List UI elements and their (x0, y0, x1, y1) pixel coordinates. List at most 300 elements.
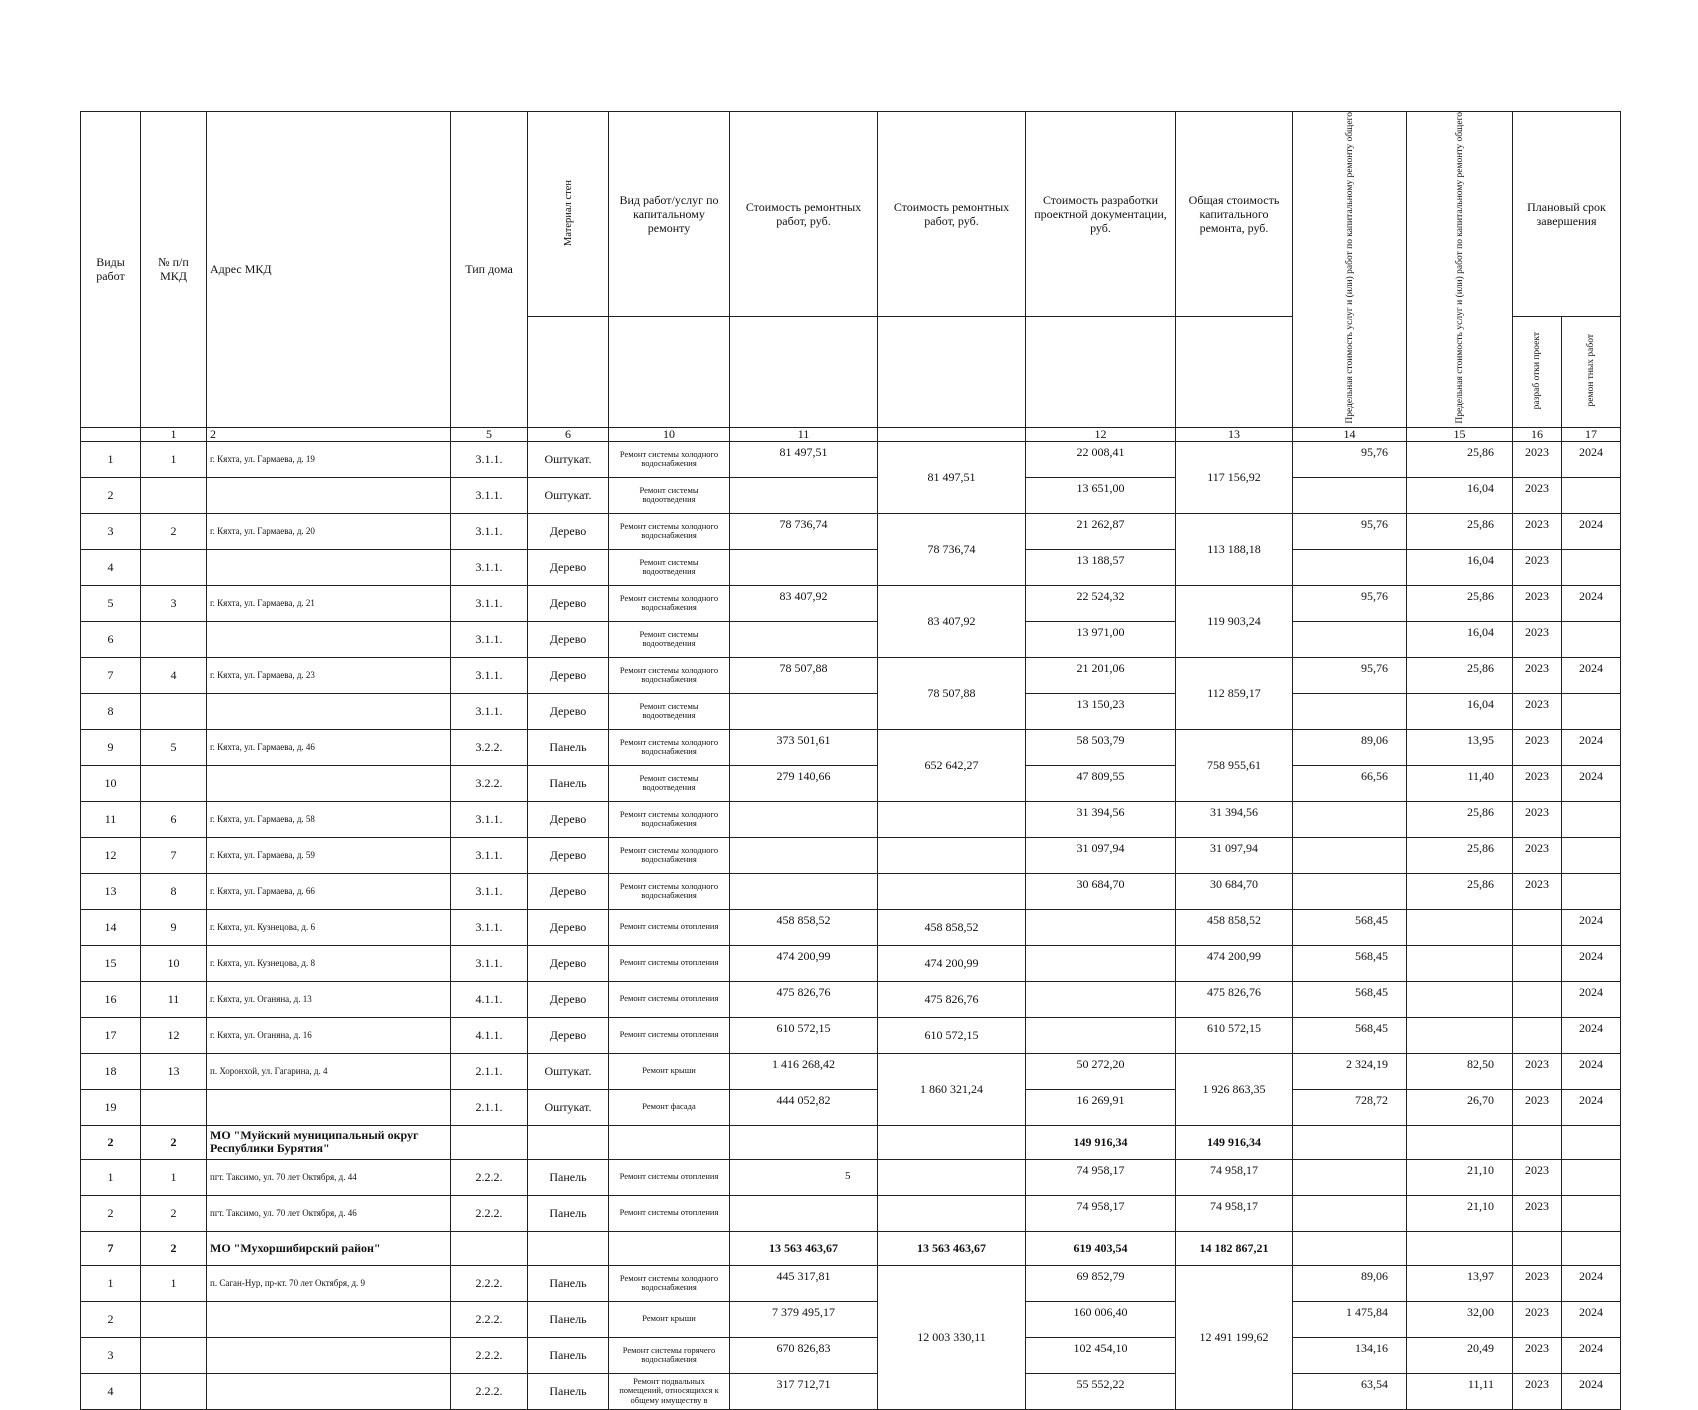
empty-cell (609, 1125, 730, 1159)
limit-cost-1 (1293, 477, 1407, 513)
repair-cost-total (878, 837, 1026, 873)
house-address (207, 1089, 451, 1125)
limit-cost-1 (1293, 549, 1407, 585)
repair-cost-total: 652 642,27 (878, 729, 1026, 801)
repair-cost-total: 81 497,51 (878, 441, 1026, 513)
wall-material: Дерево (528, 873, 609, 909)
design-cost: 58 503,79 (1026, 729, 1176, 765)
limit-cost-1: 95,76 (1293, 585, 1407, 621)
column-index-cell: 15 (1407, 427, 1513, 441)
limit-cost-2: 21,10 (1407, 1195, 1513, 1231)
limit-cost-1: 2 324,19 (1293, 1053, 1407, 1089)
repair-year (1562, 1159, 1621, 1195)
col-header-address: Адрес МКД (207, 112, 451, 428)
work-type-number: 2 (81, 1195, 141, 1231)
table-row (81, 513, 1621, 549)
house-type: 3.1.1. (451, 657, 528, 693)
work-type-number: 17 (81, 1017, 141, 1053)
wall-material: Дерево (528, 513, 609, 549)
column-index-cell (878, 427, 1026, 441)
design-year: 2023 (1513, 1373, 1562, 1409)
wall-material: Оштукат. (528, 1053, 609, 1089)
design-cost: 13 188,57 (1026, 549, 1176, 585)
work-description: Ремонт крыши (609, 1053, 730, 1089)
house-address: пгт. Таксимо, ул. 70 лет Октября, д. 44 (207, 1159, 451, 1195)
group-repair-cost-total (878, 1125, 1026, 1159)
repair-year (1562, 1195, 1621, 1231)
empty-cell (1513, 1231, 1562, 1265)
limit-cost-1: 66,56 (1293, 765, 1407, 801)
design-year: 2023 (1513, 657, 1562, 693)
municipality-name: МО "Мухоршибирский район" (207, 1231, 451, 1265)
table-row (81, 1089, 1621, 1125)
work-description: Ремонт системы отопления (609, 1159, 730, 1195)
design-cost: 31 394,56 (1026, 801, 1176, 837)
house-address: г. Кяхта, ул. Гармаева, д. 21 (207, 585, 451, 621)
limit-cost-2: 16,04 (1407, 549, 1513, 585)
design-cost: 74 958,17 (1026, 1195, 1176, 1231)
repair-cost (730, 1195, 878, 1231)
work-description: Ремонт системы холодного водоснабжения (609, 801, 730, 837)
table-row (81, 693, 1621, 729)
house-number: 10 (141, 945, 207, 981)
limit-cost-1: 568,45 (1293, 909, 1407, 945)
limit-cost-2 (1407, 1017, 1513, 1053)
table-row (81, 657, 1621, 693)
limit-cost-2: 13,95 (1407, 729, 1513, 765)
house-number (141, 765, 207, 801)
work-description: Ремонт системы холодного водоснабжения (609, 1265, 730, 1301)
design-year: 2023 (1513, 1301, 1562, 1337)
design-cost: 74 958,17 (1026, 1159, 1176, 1195)
limit-cost-2: 21,10 (1407, 1159, 1513, 1195)
house-type: 2.2.2. (451, 1265, 528, 1301)
col-header-cost1: Стоимость ремонтных работ, руб. (730, 112, 878, 317)
repair-cost-total: 83 407,92 (878, 585, 1026, 657)
limit-cost-1: 568,45 (1293, 1017, 1407, 1053)
repair-cost-total (878, 873, 1026, 909)
limit-cost-1 (1293, 1159, 1407, 1195)
house-address: г. Кяхта, ул. Кузнецова, д. 8 (207, 945, 451, 981)
repair-year (1562, 873, 1621, 909)
sub-header-repair (1562, 317, 1621, 427)
work-description: Ремонт системы отопления (609, 1195, 730, 1231)
repair-cost: 610 572,15 (730, 1017, 878, 1053)
work-description: Ремонт фасада (609, 1089, 730, 1125)
work-type-number: 3 (81, 513, 141, 549)
limit-cost-1: 728,72 (1293, 1089, 1407, 1125)
table-row (81, 1301, 1621, 1337)
design-year: 2023 (1513, 441, 1562, 477)
limit-cost-2: 20,49 (1407, 1337, 1513, 1373)
house-type: 3.1.1. (451, 513, 528, 549)
design-year: 2023 (1513, 1195, 1562, 1231)
house-number: 4 (141, 657, 207, 693)
design-cost: 13 651,00 (1026, 477, 1176, 513)
column-index-cell: 11 (730, 427, 878, 441)
house-address (207, 549, 451, 585)
repair-year: 2024 (1562, 585, 1621, 621)
total-cost: 117 156,92 (1176, 441, 1293, 513)
wall-material: Панель (528, 1337, 609, 1373)
limit-cost-2: 25,86 (1407, 873, 1513, 909)
group-repair-cost: 13 563 463,67 (730, 1231, 878, 1265)
repair-cost-total: 78 736,74 (878, 513, 1026, 585)
limit-cost-2: 26,70 (1407, 1089, 1513, 1125)
work-description: Ремонт системы холодного водоснабжения (609, 873, 730, 909)
limit-cost-2: 25,86 (1407, 585, 1513, 621)
total-cost: 610 572,15 (1176, 1017, 1293, 1053)
house-address (207, 1337, 451, 1373)
repair-year: 2024 (1562, 657, 1621, 693)
wall-material: Дерево (528, 621, 609, 657)
house-address (207, 477, 451, 513)
empty-cell (1513, 1125, 1562, 1159)
design-cost (1026, 981, 1176, 1017)
design-cost: 30 684,70 (1026, 873, 1176, 909)
design-year: 2023 (1513, 729, 1562, 765)
limit-cost-1 (1293, 1195, 1407, 1231)
house-type: 2.2.2. (451, 1195, 528, 1231)
total-cost: 12 491 199,62 (1176, 1265, 1293, 1409)
total-cost: 31 097,94 (1176, 837, 1293, 873)
repair-year (1562, 801, 1621, 837)
group-work-type: 2 (81, 1125, 141, 1159)
house-number (141, 693, 207, 729)
work-type-number: 15 (81, 945, 141, 981)
house-address (207, 765, 451, 801)
house-address: п. Саган-Нур, пр-кт. 70 лет Октября, д. 9 (207, 1265, 451, 1301)
column-index-cell: 17 (1562, 427, 1621, 441)
empty-cell (528, 1125, 609, 1159)
table-row (81, 1265, 1621, 1301)
repair-cost: 317 712,71 (730, 1373, 878, 1409)
wall-material: Дерево (528, 549, 609, 585)
work-type-number: 1 (81, 1159, 141, 1195)
table-row (81, 549, 1621, 585)
limit-cost-2: 16,04 (1407, 477, 1513, 513)
total-cost: 74 958,17 (1176, 1195, 1293, 1231)
house-number: 1 (141, 1265, 207, 1301)
design-cost: 13 971,00 (1026, 621, 1176, 657)
house-type: 3.1.1. (451, 873, 528, 909)
column-index-cell (81, 427, 141, 441)
col-header-design-cost: Стоимость разработки проектной документации, руб. (1026, 112, 1176, 317)
design-year: 2023 (1513, 693, 1562, 729)
design-year: 2023 (1513, 1053, 1562, 1089)
repair-year: 2024 (1562, 513, 1621, 549)
house-address (207, 693, 451, 729)
repair-cost (730, 549, 878, 585)
design-cost: 21 201,06 (1026, 657, 1176, 693)
limit-cost-2: 82,50 (1407, 1053, 1513, 1089)
house-address: п. Хоронхой, ул. Гагарина, д. 4 (207, 1053, 451, 1089)
design-cost (1026, 909, 1176, 945)
limit-cost-2: 11,40 (1407, 765, 1513, 801)
house-address: г. Кяхта, ул. Гармаева, д. 58 (207, 801, 451, 837)
repair-year: 2024 (1562, 1017, 1621, 1053)
house-number (141, 1337, 207, 1373)
house-type: 4.1.1. (451, 1017, 528, 1053)
repair-cost: 444 052,82 (730, 1089, 878, 1125)
table-row (81, 477, 1621, 513)
repair-year: 2024 (1562, 729, 1621, 765)
house-type: 3.1.1. (451, 477, 528, 513)
work-type-number: 7 (81, 657, 141, 693)
work-description: Ремонт системы отопления (609, 981, 730, 1017)
sub-repair-label: ремон тных работ (1586, 334, 1596, 407)
limit-cost-2: 25,86 (1407, 801, 1513, 837)
empty-cell (1407, 1231, 1513, 1265)
repair-year: 2024 (1562, 1053, 1621, 1089)
house-number: 3 (141, 585, 207, 621)
limit-cost-2: 25,86 (1407, 513, 1513, 549)
house-address: пгт. Таксимо, ул. 70 лет Октября, д. 46 (207, 1195, 451, 1231)
house-number (141, 1301, 207, 1337)
work-type-number: 16 (81, 981, 141, 1017)
design-cost: 16 269,91 (1026, 1089, 1176, 1125)
work-description: Ремонт системы водоотведения (609, 693, 730, 729)
design-year (1513, 1017, 1562, 1053)
house-type: 2.2.2. (451, 1373, 528, 1409)
work-type-number: 3 (81, 1337, 141, 1373)
limit-cost-1 (1293, 837, 1407, 873)
house-number: 12 (141, 1017, 207, 1053)
repair-year: 2024 (1562, 1373, 1621, 1409)
work-type-number: 2 (81, 1301, 141, 1337)
table-row (81, 1337, 1621, 1373)
house-number: 8 (141, 873, 207, 909)
wall-material: Дерево (528, 1017, 609, 1053)
limit-cost-2: 25,86 (1407, 441, 1513, 477)
total-cost: 758 955,61 (1176, 729, 1293, 801)
work-description: Ремонт системы холодного водоснабжения (609, 441, 730, 477)
col-header-npp: № п/п МКД (141, 112, 207, 428)
house-address: г. Кяхта, ул. Гармаева, д. 23 (207, 657, 451, 693)
repair-year: 2024 (1562, 945, 1621, 981)
repair-cost: 474 200,99 (730, 945, 878, 981)
total-cost: 474 200,99 (1176, 945, 1293, 981)
column-index-cell: 5 (451, 427, 528, 441)
empty-cell (451, 1125, 528, 1159)
design-year: 2023 (1513, 1265, 1562, 1301)
work-type-number: 9 (81, 729, 141, 765)
house-type: 3.1.1. (451, 585, 528, 621)
design-year: 2023 (1513, 585, 1562, 621)
house-type: 3.2.2. (451, 729, 528, 765)
work-type-number: 13 (81, 873, 141, 909)
work-type-number: 12 (81, 837, 141, 873)
work-type-number: 4 (81, 1373, 141, 1409)
work-type-number: 19 (81, 1089, 141, 1125)
repair-cost-total: 475 826,76 (878, 981, 1026, 1017)
house-number (141, 1373, 207, 1409)
table-row (81, 981, 1621, 1017)
repair-cost-total: 458 858,52 (878, 909, 1026, 945)
house-address: г. Кяхта, ул. Гармаева, д. 19 (207, 441, 451, 477)
work-type-number: 10 (81, 765, 141, 801)
house-number: 6 (141, 801, 207, 837)
repair-cost: 373 501,61 (730, 729, 878, 765)
work-description: Ремонт системы холодного водоснабжения (609, 585, 730, 621)
col-header-house-type: Тип дома (451, 112, 528, 428)
table-row (81, 585, 1621, 621)
work-type-number: 2 (81, 477, 141, 513)
limit-cost-1: 89,06 (1293, 1265, 1407, 1301)
work-description: Ремонт системы холодного водоснабжения (609, 513, 730, 549)
limit1-label: Предельная стоимость услуг и (или) работ по капитальному ремонту общего (1344, 112, 1355, 424)
repair-year: 2024 (1562, 1089, 1621, 1125)
total-cost: 119 903,24 (1176, 585, 1293, 657)
house-address: г. Кяхта, ул. Гармаева, д. 59 (207, 837, 451, 873)
limit-cost-2: 16,04 (1407, 693, 1513, 729)
repair-year: 2024 (1562, 765, 1621, 801)
design-year (1513, 945, 1562, 981)
house-type: 3.1.1. (451, 441, 528, 477)
limit-cost-2: 25,86 (1407, 837, 1513, 873)
design-cost: 50 272,20 (1026, 1053, 1176, 1089)
total-cost: 74 958,17 (1176, 1159, 1293, 1195)
group-work-type: 7 (81, 1231, 141, 1265)
design-cost (1026, 945, 1176, 981)
work-description: Ремонт системы отопления (609, 945, 730, 981)
municipality-name: МО "Муйский муниципальный округ Республики Бурятия" (207, 1125, 451, 1159)
sub-header-design (1513, 317, 1562, 427)
design-cost: 55 552,22 (1026, 1373, 1176, 1409)
empty-cell (528, 1231, 609, 1265)
repair-cost: 1 416 268,42 (730, 1053, 878, 1089)
work-description: Ремонт системы горячего водоснабжения (609, 1337, 730, 1373)
table-row (81, 729, 1621, 765)
repair-year: 2024 (1562, 1265, 1621, 1301)
wall-material: Дерево (528, 693, 609, 729)
design-year: 2023 (1513, 801, 1562, 837)
repair-cost-total: 12 003 330,11 (878, 1265, 1026, 1409)
work-type-number: 1 (81, 441, 141, 477)
work-description: Ремонт крыши (609, 1301, 730, 1337)
table-row (81, 945, 1621, 981)
wall-material-label: Материал стен (562, 179, 574, 246)
col-header-term: Плановый срок завершения (1513, 112, 1621, 317)
group-number: 2 (141, 1231, 207, 1265)
design-year: 2023 (1513, 1089, 1562, 1125)
limit-cost-1: 95,76 (1293, 657, 1407, 693)
design-year: 2023 (1513, 513, 1562, 549)
design-year: 2023 (1513, 765, 1562, 801)
column-index-cell: 10 (609, 427, 730, 441)
work-type-number: 5 (81, 585, 141, 621)
house-number: 7 (141, 837, 207, 873)
house-type: 4.1.1. (451, 981, 528, 1017)
column-index-cell: 1 (141, 427, 207, 441)
limit-cost-2: 13,97 (1407, 1265, 1513, 1301)
empty-cell (1562, 1125, 1621, 1159)
municipality-group-row (81, 1125, 1621, 1159)
limit-cost-2: 16,04 (1407, 621, 1513, 657)
repair-cost-total (878, 1159, 1026, 1195)
house-type: 2.2.2. (451, 1337, 528, 1373)
house-type: 3.1.1. (451, 801, 528, 837)
group-design-cost: 619 403,54 (1026, 1231, 1176, 1265)
total-cost: 31 394,56 (1176, 801, 1293, 837)
design-cost: 31 097,94 (1026, 837, 1176, 873)
design-cost: 102 454,10 (1026, 1337, 1176, 1373)
limit-cost-2 (1407, 981, 1513, 1017)
repair-cost: 445 317,81 (730, 1265, 878, 1301)
house-type: 3.1.1. (451, 909, 528, 945)
work-type-number: 14 (81, 909, 141, 945)
wall-material: Панель (528, 1159, 609, 1195)
column-index-cell: 2 (207, 427, 451, 441)
total-cost: 113 188,18 (1176, 513, 1293, 585)
repair-year: 2024 (1562, 909, 1621, 945)
table-row (81, 1195, 1621, 1231)
page-number: 5 (845, 1170, 851, 1182)
house-number: 1 (141, 1159, 207, 1195)
empty-cell (609, 1231, 730, 1265)
work-type-number: 11 (81, 801, 141, 837)
design-cost: 160 006,40 (1026, 1301, 1176, 1337)
column-index-cell: 6 (528, 427, 609, 441)
design-year: 2023 (1513, 621, 1562, 657)
municipality-group-row (81, 1231, 1621, 1265)
design-year: 2023 (1513, 1337, 1562, 1373)
limit-cost-1 (1293, 621, 1407, 657)
limit-cost-2: 11,11 (1407, 1373, 1513, 1409)
work-description: Ремонт подвальных помещений, относящихся к общему имуществу в (609, 1373, 730, 1409)
empty-cell (1293, 1231, 1407, 1265)
design-year (1513, 909, 1562, 945)
repair-cost: 83 407,92 (730, 585, 878, 621)
wall-material: Панель (528, 1373, 609, 1409)
design-year: 2023 (1513, 1159, 1562, 1195)
house-number: 2 (141, 513, 207, 549)
repair-cost: 78 507,88 (730, 657, 878, 693)
design-cost (1026, 1017, 1176, 1053)
limit-cost-1 (1293, 873, 1407, 909)
limit-cost-1: 95,76 (1293, 441, 1407, 477)
house-address: г. Кяхта, ул. Оганяна, д. 16 (207, 1017, 451, 1053)
house-type: 3.1.1. (451, 693, 528, 729)
repair-cost: 475 826,76 (730, 981, 878, 1017)
repair-cost: 78 736,74 (730, 513, 878, 549)
limit-cost-1 (1293, 693, 1407, 729)
wall-material: Оштукат. (528, 477, 609, 513)
repair-year (1562, 693, 1621, 729)
repair-year (1562, 477, 1621, 513)
wall-material: Панель (528, 1265, 609, 1301)
work-description: Ремонт системы водоотведения (609, 549, 730, 585)
group-design-cost: 149 916,34 (1026, 1125, 1176, 1159)
work-description: Ремонт системы холодного водоснабжения (609, 657, 730, 693)
repair-year: 2024 (1562, 981, 1621, 1017)
wall-material: Дерево (528, 981, 609, 1017)
col-header-total-cost: Общая стоимость капитального ремонта, руб. (1176, 112, 1293, 317)
col-header-cost2: Стоимость ремонтных работ, руб. (878, 112, 1026, 317)
total-cost: 475 826,76 (1176, 981, 1293, 1017)
design-cost: 22 524,32 (1026, 585, 1176, 621)
total-cost: 112 859,17 (1176, 657, 1293, 729)
wall-material: Дерево (528, 909, 609, 945)
repair-cost (730, 873, 878, 909)
design-year: 2023 (1513, 477, 1562, 513)
column-index-cell: 12 (1026, 427, 1176, 441)
limit-cost-2 (1407, 909, 1513, 945)
capital-repair-register-table (80, 111, 1621, 1410)
col-header-vidy: Виды работ (81, 112, 141, 428)
empty-cell (451, 1231, 528, 1265)
repair-cost (730, 693, 878, 729)
